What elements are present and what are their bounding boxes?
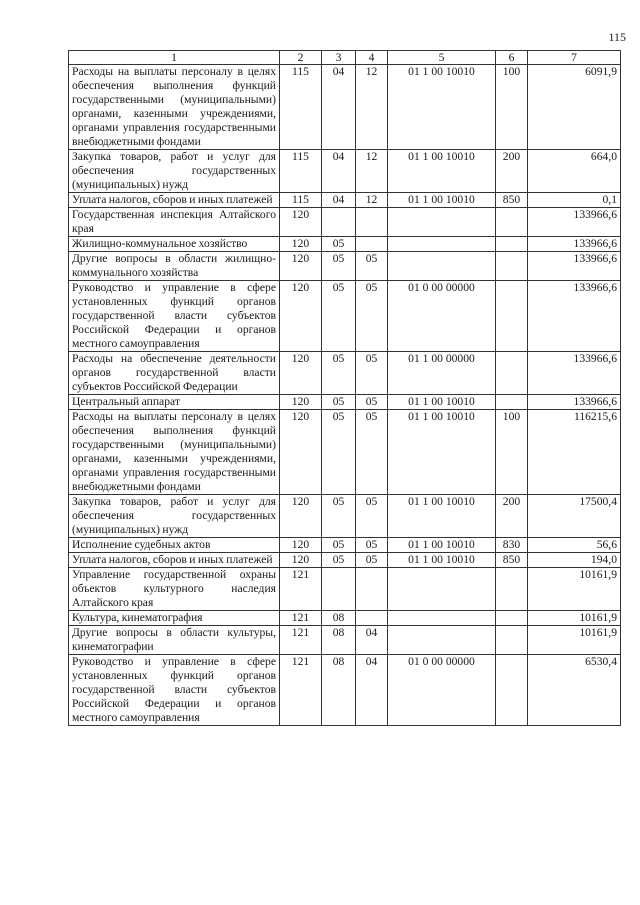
cell-pr: 05 bbox=[356, 538, 388, 553]
cell-name: Закупка товаров, работ и услуг для обеспечения государственных (муниципальных) нужд bbox=[69, 495, 280, 538]
cell-rz bbox=[322, 208, 356, 237]
cell-ved: 120 bbox=[280, 495, 322, 538]
cell-pr bbox=[356, 208, 388, 237]
header-cell: 6 bbox=[496, 51, 528, 65]
table-header-row bbox=[69, 51, 621, 65]
cell-csr bbox=[388, 252, 496, 281]
cell-ved: 115 bbox=[280, 193, 322, 208]
table-row bbox=[69, 655, 621, 726]
table-row bbox=[69, 252, 621, 281]
cell-csr: 01 1 00 10010 bbox=[388, 538, 496, 553]
header-cell: 2 bbox=[280, 51, 322, 65]
cell-vr: 100 bbox=[496, 65, 528, 150]
cell-name: Государственная инспекция Алтайского края bbox=[69, 208, 280, 237]
cell-rz: 05 bbox=[322, 410, 356, 495]
cell-sum: 10161,9 bbox=[528, 611, 621, 626]
cell-sum: 116215,6 bbox=[528, 410, 621, 495]
cell-name: Расходы на обеспечение деятельности органов государственной власти субъектов Российской Федерации bbox=[69, 352, 280, 395]
cell-ved: 120 bbox=[280, 352, 322, 395]
cell-csr: 01 1 00 10010 bbox=[388, 410, 496, 495]
cell-ved: 120 bbox=[280, 208, 322, 237]
table-row bbox=[69, 150, 621, 193]
cell-vr bbox=[496, 568, 528, 611]
table-row bbox=[69, 352, 621, 395]
cell-pr: 05 bbox=[356, 395, 388, 410]
cell-name: Жилищно-коммунальное хозяйство bbox=[69, 237, 280, 252]
table-row bbox=[69, 626, 621, 655]
header-cell: 3 bbox=[322, 51, 356, 65]
cell-csr bbox=[388, 626, 496, 655]
cell-vr bbox=[496, 208, 528, 237]
cell-csr bbox=[388, 237, 496, 252]
cell-sum: 10161,9 bbox=[528, 568, 621, 611]
table-row bbox=[69, 410, 621, 495]
cell-vr: 100 bbox=[496, 410, 528, 495]
cell-pr bbox=[356, 611, 388, 626]
header-cell: 5 bbox=[388, 51, 496, 65]
cell-csr bbox=[388, 568, 496, 611]
cell-sum: 133966,6 bbox=[528, 237, 621, 252]
cell-vr: 200 bbox=[496, 495, 528, 538]
cell-ved: 120 bbox=[280, 395, 322, 410]
cell-rz: 04 bbox=[322, 65, 356, 150]
cell-vr bbox=[496, 352, 528, 395]
cell-ved: 120 bbox=[280, 237, 322, 252]
cell-ved: 121 bbox=[280, 611, 322, 626]
cell-rz: 08 bbox=[322, 626, 356, 655]
cell-sum: 133966,6 bbox=[528, 252, 621, 281]
cell-csr: 01 1 00 10010 bbox=[388, 553, 496, 568]
cell-ved: 115 bbox=[280, 150, 322, 193]
cell-name: Расходы на выплаты персоналу в целях обеспечения выполнения функций государственными (муниципальными) органами, казенными учреждениями, органами управления государственными внебюджетными фондами bbox=[69, 410, 280, 495]
cell-rz: 05 bbox=[322, 252, 356, 281]
cell-sum: 17500,4 bbox=[528, 495, 621, 538]
cell-csr: 01 1 00 10010 bbox=[388, 150, 496, 193]
cell-vr bbox=[496, 611, 528, 626]
header-cell: 1 bbox=[69, 51, 280, 65]
cell-rz: 04 bbox=[322, 193, 356, 208]
cell-vr: 200 bbox=[496, 150, 528, 193]
cell-rz: 05 bbox=[322, 495, 356, 538]
cell-ved: 121 bbox=[280, 655, 322, 726]
cell-name: Исполнение судебных актов bbox=[69, 538, 280, 553]
cell-csr: 01 1 00 10010 bbox=[388, 193, 496, 208]
cell-pr: 05 bbox=[356, 281, 388, 352]
cell-vr: 850 bbox=[496, 553, 528, 568]
cell-sum: 133966,6 bbox=[528, 395, 621, 410]
table-row bbox=[69, 495, 621, 538]
cell-sum: 10161,9 bbox=[528, 626, 621, 655]
cell-pr bbox=[356, 237, 388, 252]
cell-pr: 05 bbox=[356, 410, 388, 495]
cell-sum: 133966,6 bbox=[528, 208, 621, 237]
cell-rz: 04 bbox=[322, 150, 356, 193]
table-body bbox=[69, 65, 621, 726]
table-row bbox=[69, 395, 621, 410]
cell-pr: 04 bbox=[356, 626, 388, 655]
cell-pr: 05 bbox=[356, 252, 388, 281]
cell-name: Закупка товаров, работ и услуг для обеспечения государственных (муниципальных) нужд bbox=[69, 150, 280, 193]
cell-rz: 05 bbox=[322, 352, 356, 395]
cell-vr bbox=[496, 237, 528, 252]
cell-csr: 01 1 00 10010 bbox=[388, 495, 496, 538]
cell-rz: 08 bbox=[322, 655, 356, 726]
cell-csr: 01 0 00 00000 bbox=[388, 655, 496, 726]
table-row bbox=[69, 237, 621, 252]
table-row bbox=[69, 553, 621, 568]
cell-rz bbox=[322, 568, 356, 611]
table-row bbox=[69, 538, 621, 553]
cell-vr bbox=[496, 395, 528, 410]
cell-sum: 664,0 bbox=[528, 150, 621, 193]
cell-pr: 05 bbox=[356, 352, 388, 395]
cell-name: Центральный аппарат bbox=[69, 395, 280, 410]
cell-name: Другие вопросы в области культуры, кинематографии bbox=[69, 626, 280, 655]
cell-rz: 05 bbox=[322, 237, 356, 252]
cell-pr: 12 bbox=[356, 193, 388, 208]
cell-pr: 12 bbox=[356, 150, 388, 193]
cell-sum: 6530,4 bbox=[528, 655, 621, 726]
cell-name: Управление государственной охраны объектов культурного наследия Алтайского края bbox=[69, 568, 280, 611]
cell-vr bbox=[496, 281, 528, 352]
cell-csr: 01 1 00 10010 bbox=[388, 395, 496, 410]
cell-vr bbox=[496, 626, 528, 655]
cell-ved: 115 bbox=[280, 65, 322, 150]
cell-ved: 121 bbox=[280, 626, 322, 655]
cell-pr: 05 bbox=[356, 553, 388, 568]
cell-name: Уплата налогов, сборов и иных платежей bbox=[69, 553, 280, 568]
cell-pr bbox=[356, 568, 388, 611]
cell-ved: 121 bbox=[280, 568, 322, 611]
cell-name: Расходы на выплаты персоналу в целях обеспечения выполнения функций государственными (муниципальными) органами, казенными учреждениями, органами управления государственными внебюджетными фондами bbox=[69, 65, 280, 150]
cell-sum: 133966,6 bbox=[528, 281, 621, 352]
cell-pr: 05 bbox=[356, 495, 388, 538]
cell-csr: 01 0 00 00000 bbox=[388, 281, 496, 352]
cell-vr: 850 bbox=[496, 193, 528, 208]
cell-sum: 6091,9 bbox=[528, 65, 621, 150]
header-cell: 7 bbox=[528, 51, 621, 65]
page-number: 115 bbox=[608, 30, 626, 44]
cell-rz: 05 bbox=[322, 281, 356, 352]
cell-name: Уплата налогов, сборов и иных платежей bbox=[69, 193, 280, 208]
cell-sum: 56,6 bbox=[528, 538, 621, 553]
cell-csr bbox=[388, 611, 496, 626]
cell-rz: 08 bbox=[322, 611, 356, 626]
budget-table bbox=[68, 50, 621, 726]
header-cell: 4 bbox=[356, 51, 388, 65]
cell-name: Другие вопросы в области жилищно-коммунального хозяйства bbox=[69, 252, 280, 281]
cell-pr: 04 bbox=[356, 655, 388, 726]
cell-sum: 194,0 bbox=[528, 553, 621, 568]
cell-csr: 01 1 00 10010 bbox=[388, 65, 496, 150]
cell-rz: 05 bbox=[322, 553, 356, 568]
cell-ved: 120 bbox=[280, 281, 322, 352]
cell-pr: 12 bbox=[356, 65, 388, 150]
table-row bbox=[69, 65, 621, 150]
table-row bbox=[69, 208, 621, 237]
table-row bbox=[69, 193, 621, 208]
table-row bbox=[69, 568, 621, 611]
table-row bbox=[69, 611, 621, 626]
cell-ved: 120 bbox=[280, 553, 322, 568]
cell-rz: 05 bbox=[322, 395, 356, 410]
cell-vr: 830 bbox=[496, 538, 528, 553]
cell-ved: 120 bbox=[280, 538, 322, 553]
cell-csr: 01 1 00 00000 bbox=[388, 352, 496, 395]
cell-vr bbox=[496, 655, 528, 726]
cell-name: Руководство и управление в сфере установленных функций органов государственной власти субъектов Российской Федерации и органов местного самоуправления bbox=[69, 281, 280, 352]
cell-name: Культура, кинематография bbox=[69, 611, 280, 626]
cell-sum: 0,1 bbox=[528, 193, 621, 208]
cell-csr bbox=[388, 208, 496, 237]
cell-vr bbox=[496, 252, 528, 281]
cell-rz: 05 bbox=[322, 538, 356, 553]
cell-ved: 120 bbox=[280, 410, 322, 495]
table-row bbox=[69, 281, 621, 352]
cell-sum: 133966,6 bbox=[528, 352, 621, 395]
cell-ved: 120 bbox=[280, 252, 322, 281]
cell-name: Руководство и управление в сфере установленных функций органов государственной власти субъектов Российской Федерации и органов местного самоуправления bbox=[69, 655, 280, 726]
